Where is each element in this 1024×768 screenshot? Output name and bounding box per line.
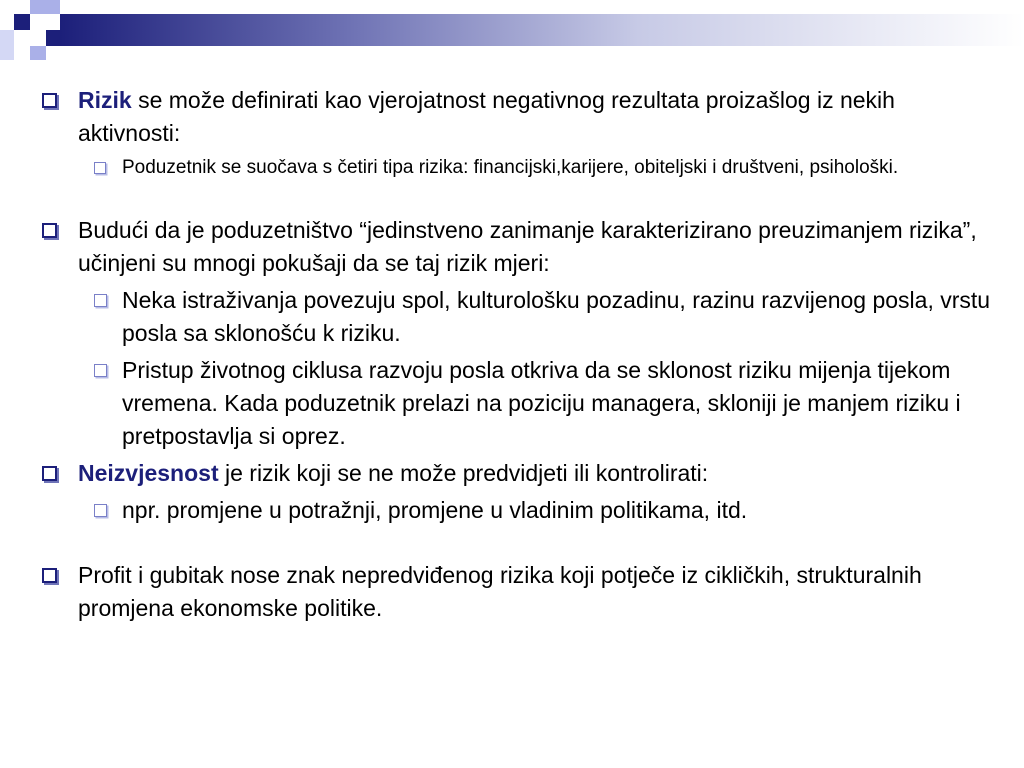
sub-bullet-primjer xyxy=(38,494,998,527)
bullet-text: npr. promjene u potražnji, promjene u vladinim politikama, itd. xyxy=(122,497,748,523)
bullet-text: se može definirati kao vjerojatnost negativnog rezultata proizašlog iz nekih aktivnosti: xyxy=(78,87,895,146)
square-bullet-icon xyxy=(94,294,107,307)
bullet-text: je rizik koji se ne može predvidjeti ili kontrolirati: xyxy=(218,460,709,486)
bullet-text: Poduzetnik se suočava s četiri tipa rizika: financijski,karijere, obiteljski i društveni, psihološki. xyxy=(122,157,899,178)
bullet-rizik xyxy=(38,84,998,150)
header-square-pale-1 xyxy=(0,30,14,60)
square-bullet-icon xyxy=(42,223,57,238)
header-square-dark-2 xyxy=(46,30,60,46)
square-bullet-icon xyxy=(94,162,106,174)
header-gradient-bar xyxy=(60,14,1024,46)
bullet-text: Profit i gubitak nose znak nepredviđenog rizika koji potječe iz cikličkih, strukturalnih promjena ekonomske politike. xyxy=(78,562,922,621)
header-square-light-2 xyxy=(30,46,46,60)
square-bullet-icon xyxy=(42,93,57,108)
square-bullet-icon xyxy=(94,364,107,377)
square-bullet-icon xyxy=(94,504,107,517)
sub-bullet-istrazivanja xyxy=(38,284,998,350)
keyword-rizik: Rizik xyxy=(78,87,132,113)
sub-bullet-risk-types xyxy=(38,154,998,182)
keyword-neizvjesnost: Neizvjesnost xyxy=(78,460,219,486)
slide-body xyxy=(38,84,998,625)
header-square-dark-1 xyxy=(14,14,30,30)
bullet-poduzetnistvo xyxy=(38,214,998,280)
square-bullet-icon xyxy=(42,568,57,583)
bullet-neizvjesnost xyxy=(38,457,998,490)
sub-bullet-zivotni-ciklus xyxy=(38,354,998,453)
bullet-text: Neka istraživanja povezuju spol, kulturološku pozadinu, razinu razvijenog posla, vrstu posla sa sklonošću k riziku. xyxy=(122,287,991,346)
square-bullet-icon xyxy=(42,466,57,481)
header-square-light-1 xyxy=(30,0,60,14)
bullet-profit-gubitak xyxy=(38,559,998,625)
bullet-text: Pristup životnog ciklusa razvoju posla otkriva da se sklonost riziku mijenja tijekom vremena. Kada poduzetnik prelazi na poziciju managera, skloniji je manjem riziku i pretpostavlja si oprez. xyxy=(122,357,961,449)
bullet-text: Budući da je poduzetništvo “jedinstveno zanimanje karakterizirano preuzimanjem rizika”, učinjeni su mnogi pokušaji da se taj rizik mjeri: xyxy=(78,217,977,276)
